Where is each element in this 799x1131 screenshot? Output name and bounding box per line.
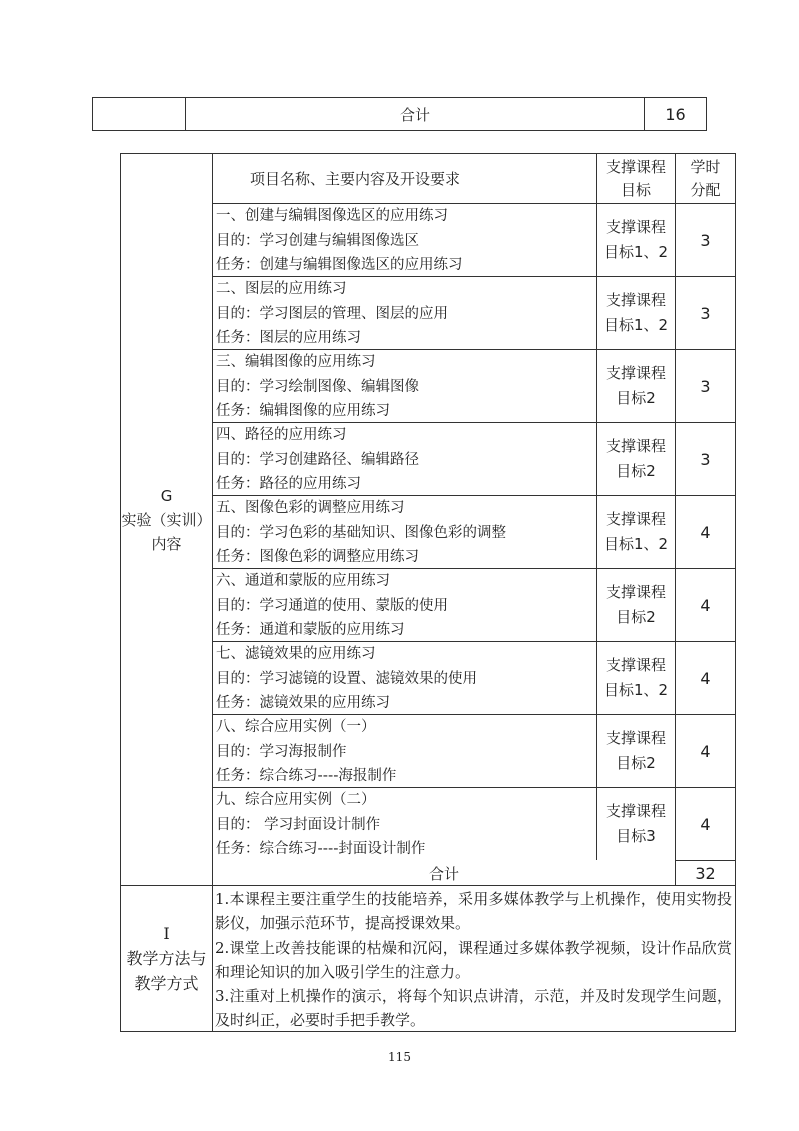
- project-hours: 4: [700, 522, 711, 542]
- project-purpose: 目的：学习通道的使用、蒙版的使用: [216, 597, 448, 614]
- project-task: 任务：综合练习----封面设计制作: [216, 841, 426, 857]
- project-purpose: 目的：学习滤镜的设置、滤镜效果的使用: [216, 670, 477, 687]
- support-line1: 支撑课程: [605, 802, 666, 820]
- support-line1: 支撑课程: [605, 656, 666, 674]
- project-row-3: [213, 350, 596, 422]
- project-hours: 3: [700, 449, 711, 469]
- page-number: 115: [388, 1050, 411, 1064]
- project-task: 任务：图像色彩的调整应用练习: [216, 549, 419, 565]
- project-task: 任务：通道和蒙版的应用练习: [216, 622, 405, 638]
- row-line: [120, 885, 736, 886]
- method-paragraph-3: 3.注重对上机操作的演示，将每个知识点讲清，示范，并及时发现学生问题，及时纠正，必要时手把手教学。: [215, 987, 732, 1030]
- project-name: 一、创建与编辑图像选区的应用练习: [216, 208, 448, 224]
- project-purpose: 目的：学习色彩的基础知识、图像色彩的调整: [216, 524, 506, 541]
- project-task: 任务：编辑图像的应用练习: [216, 403, 390, 419]
- support-line2: 目标2: [616, 462, 656, 480]
- project-task: 任务：创建与编辑图像选区的应用练习: [216, 257, 463, 273]
- header-hours-line2: 分配: [690, 180, 721, 199]
- project-task: 任务：图层的应用练习: [216, 330, 361, 346]
- project-support: [597, 204, 675, 276]
- section-i-title-line1: 教学方法与: [126, 949, 207, 968]
- project-task: 任务：综合练习----海报制作: [216, 768, 397, 784]
- header-hours-line1: 学时: [690, 157, 721, 176]
- top-total-table: [92, 97, 707, 131]
- section-g-label: [121, 154, 212, 885]
- project-purpose: 目的：学习绘制图像、编辑图像: [216, 378, 419, 395]
- project-task: 任务：路径的应用练习: [216, 476, 361, 492]
- project-name: 七、滤镜效果的应用练习: [216, 646, 376, 662]
- project-purpose: 目的：学习创建与编辑图像选区: [216, 232, 419, 249]
- project-purpose: 目的：学习海报制作: [216, 743, 347, 760]
- project-support: [597, 715, 675, 787]
- support-line2: 目标2: [616, 389, 656, 407]
- project-name: 八、综合应用实例（一）: [216, 719, 376, 735]
- project-hours: 4: [700, 595, 711, 615]
- total-label: 合计: [428, 864, 459, 883]
- section-g-code: G: [160, 486, 173, 505]
- support-line2: 目标2: [616, 608, 656, 626]
- support-line2: 目标1、2: [603, 316, 669, 334]
- project-name: 三、编辑图像的应用练习: [216, 354, 376, 370]
- total-value: 32: [695, 863, 716, 883]
- support-line1: 支撑课程: [605, 218, 666, 236]
- support-line1: 支撑课程: [605, 291, 666, 309]
- project-name: 九、综合应用实例（二）: [216, 792, 376, 808]
- experiment-table: [120, 153, 736, 1032]
- method-paragraph-1: 1.本课程主要注重学生的技能培养，采用多媒体教学与上机操作，使用实物投影仪，加强示范环节，提高授课效果。: [215, 890, 732, 933]
- project-row-5: [213, 496, 596, 568]
- section-i-title-line2: 教学方式: [134, 974, 199, 993]
- header-hours: [676, 154, 735, 203]
- top-total-value: 16: [665, 104, 686, 124]
- project-name: 二、图层的应用练习: [216, 281, 347, 297]
- project-support: [597, 423, 675, 495]
- teaching-methods: [213, 887, 735, 1031]
- support-line2: 目标1、2: [603, 681, 669, 699]
- project-row-1: [213, 204, 596, 276]
- project-support: [597, 277, 675, 349]
- project-row-8: [213, 715, 596, 787]
- support-line1: 支撑课程: [605, 437, 666, 455]
- project-hours: 3: [700, 303, 711, 323]
- support-line1: 支撑课程: [605, 510, 666, 528]
- support-line2: 目标3: [616, 827, 656, 845]
- support-line2: 目标1、2: [603, 243, 669, 261]
- support-line1: 支撑课程: [605, 364, 666, 382]
- project-support: [597, 642, 675, 714]
- project-row-6: [213, 569, 596, 641]
- section-i-label: [121, 886, 212, 1031]
- project-hours: 4: [700, 741, 711, 761]
- project-support: [597, 569, 675, 641]
- section-i-code: I: [163, 924, 170, 943]
- section-g-title-line1: 实验（实训）: [121, 510, 212, 529]
- support-line2: 目标2: [616, 754, 656, 772]
- header-support: [597, 154, 675, 203]
- project-row-9: [213, 788, 596, 860]
- project-hours: 3: [700, 230, 711, 250]
- project-hours: 4: [700, 668, 711, 688]
- method-paragraph-2: 2.课堂上改善技能课的枯燥和沉闷，课程通过多媒体教学视频，设计作品欣赏和理论知识的加入吸引学生的注意力。: [215, 938, 732, 981]
- project-name: 六、通道和蒙版的应用练习: [216, 573, 390, 589]
- project-row-7: [213, 642, 596, 714]
- project-purpose: 目的：学习创建路径、编辑路径: [216, 451, 419, 468]
- project-task: 任务：滤镜效果的应用练习: [216, 695, 390, 711]
- project-support: [597, 788, 675, 860]
- project-support: [597, 496, 675, 568]
- table-border-right: [735, 153, 736, 1032]
- section-g-title-line2: 内容: [151, 534, 182, 553]
- project-name: 五、图像色彩的调整应用练习: [216, 500, 405, 516]
- top-empty-cell: [93, 98, 186, 130]
- project-hours: 3: [700, 376, 711, 396]
- support-line2: 目标1、2: [603, 535, 669, 553]
- support-line1: 支撑课程: [605, 729, 666, 747]
- project-row-2: [213, 277, 596, 349]
- project-purpose: 目的： 学习封面设计制作: [216, 816, 381, 833]
- project-support: [597, 350, 675, 422]
- top-total-label: 合计: [186, 98, 645, 130]
- header-project: 项目名称、主要内容及开设要求: [250, 170, 461, 188]
- project-hours: 4: [700, 814, 711, 834]
- project-row-4: [213, 423, 596, 495]
- support-line1: 支撑课程: [605, 583, 666, 601]
- project-purpose: 目的：学习图层的管理、图层的应用: [216, 305, 448, 322]
- project-name: 四、路径的应用练习: [216, 427, 347, 443]
- header-support-line2: 目标: [620, 180, 651, 199]
- header-support-line1: 支撑课程: [605, 157, 666, 176]
